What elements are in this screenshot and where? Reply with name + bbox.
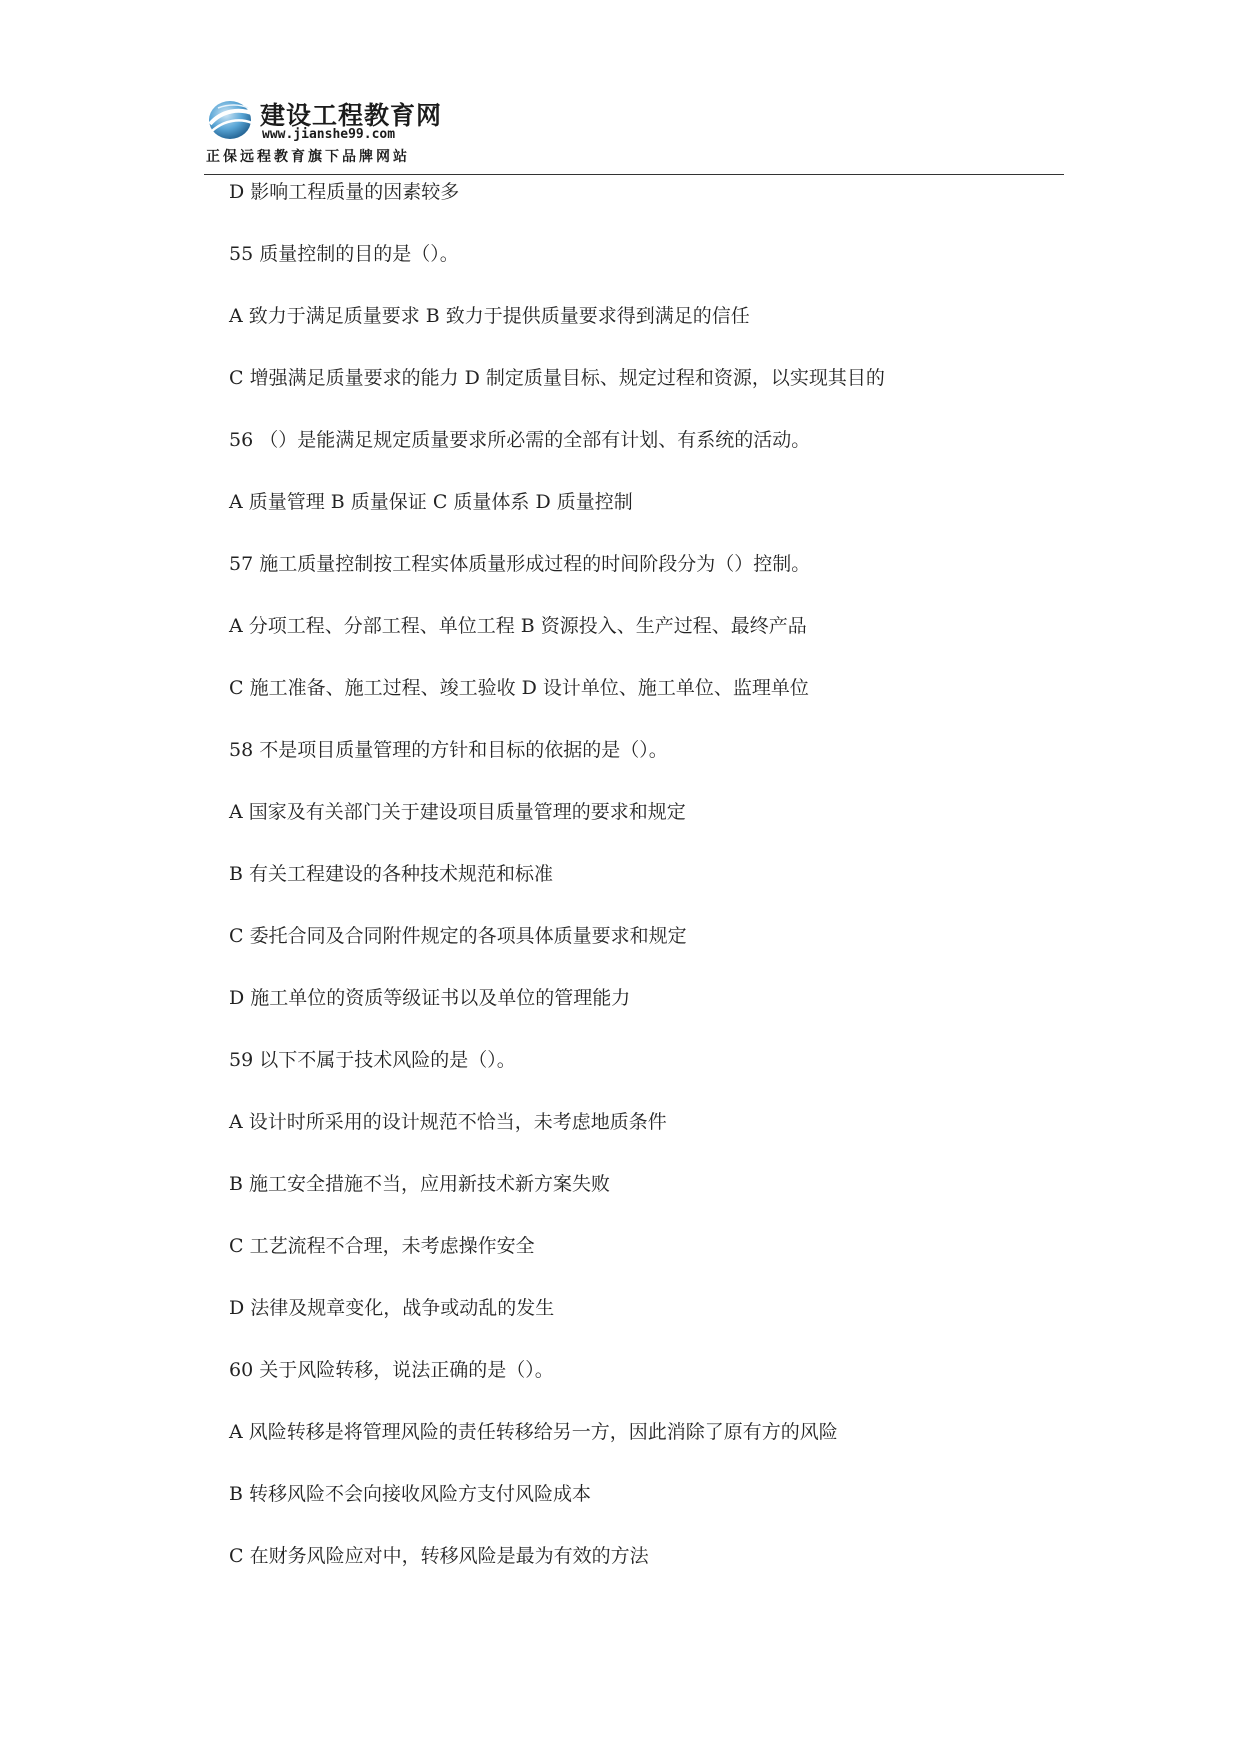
options-line: A 质量管理 B 质量保证 C 质量体系 D 质量控制: [229, 491, 633, 513]
option-line: D 施工单位的资质等级证书以及单位的管理能力: [229, 987, 631, 1009]
question-57: 57 施工质量控制按工程实体质量形成过程的时间阶段分为（）控制。: [229, 553, 811, 575]
options-line: A 致力于满足质量要求 B 致力于提供质量要求得到满足的信任: [229, 305, 750, 327]
option-line: C 在财务风险应对中，转移风险是最为有效的方法: [229, 1545, 649, 1567]
question-58: 58 不是项目质量管理的方针和目标的依据的是（）。: [229, 739, 668, 761]
option-line: B 有关工程建设的各种技术规范和标准: [229, 863, 554, 885]
option-line: B 施工安全措施不当，应用新技术新方案失败: [229, 1173, 611, 1195]
options-line: C 增强满足质量要求的能力 D 制定质量目标、规定过程和资源，以实现其目的: [229, 367, 885, 389]
question-55: 55 质量控制的目的是（）。: [229, 243, 459, 265]
globe-logo-icon: [206, 98, 256, 142]
option-line: B 转移风险不会向接收风险方支付风险成本: [229, 1483, 592, 1505]
header-divider: [204, 174, 1064, 175]
site-url: www.jianshe99.com: [262, 127, 396, 142]
question-60: 60 关于风险转移，说法正确的是（）。: [229, 1359, 554, 1381]
options-line: C 施工准备、施工过程、竣工验收 D 设计单位、施工单位、监理单位: [229, 677, 809, 699]
option-line: A 国家及有关部门关于建设项目质量管理的要求和规定: [229, 801, 686, 823]
option-line: A 风险转移是将管理风险的责任转移给另一方，因此消除了原有方的风险: [229, 1421, 838, 1443]
option-line: A 设计时所采用的设计规范不恰当，未考虑地质条件: [229, 1111, 667, 1133]
text-line: D 影响工程质量的因素较多: [229, 181, 460, 203]
question-59: 59 以下不属于技术风险的是（）。: [229, 1049, 516, 1071]
site-tagline: 正保远程教育旗下品牌网站: [206, 149, 410, 165]
page-header: [204, 90, 1064, 176]
question-text: [229, 178, 1029, 1604]
options-line: A 分项工程、分部工程、单位工程 B 资源投入、生产过程、最终产品: [229, 615, 807, 637]
option-line: C 委托合同及合同附件规定的各项具体质量要求和规定: [229, 925, 687, 947]
site-name: 建设工程教育网: [260, 101, 443, 130]
option-line: C 工艺流程不合理，未考虑操作安全: [229, 1235, 535, 1257]
option-line: D 法律及规章变化，战争或动乱的发生: [229, 1297, 555, 1319]
question-56: 56 （）是能满足规定质量要求所必需的全部有计划、有系统的活动。: [229, 429, 811, 451]
